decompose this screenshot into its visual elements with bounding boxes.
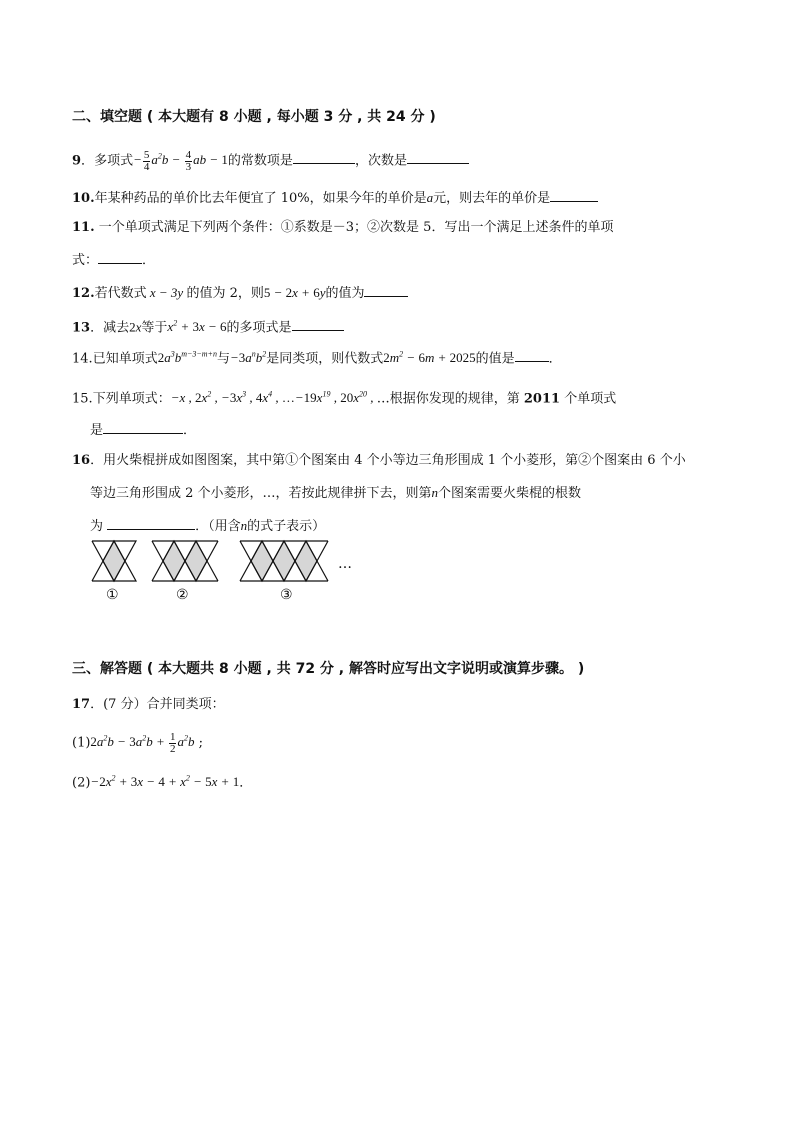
- section-2-heading: 二、填空题 ( 本大题有 8 小题 , 每小题 3 分 , 共 24 分 ): [72, 109, 436, 125]
- question-16-line3: 为 ．（用含n的式子表示）: [90, 518, 326, 534]
- question-15-cont: 是 ．: [90, 420, 196, 440]
- math-expression: − $\frac{5}{4}$ $a^2b$ − $\frac{4}{3}$ ab − 1: [133, 148, 228, 173]
- question-11-cont: 式： ．: [72, 250, 155, 270]
- question-9: 9．多项式− $\frac{5}{4}$ $a^2b$ − $\frac{4}{3}$ ab − 1的常数项是 ，次数是: [72, 148, 469, 173]
- question-13: 13．减去2x等于$x^2 + 3x - 6$的多项式是: [72, 315, 344, 337]
- math-expression: $2a^3b^{m-3-m+n}$: [157, 350, 217, 366]
- question-number: 9: [72, 153, 82, 169]
- question-15: 15.下列单项式：−x , $2x^2$ , $-3x^3$ , $4x^4$ , $\dots-19x^{19}$ , $20x^{20}$ , …根据你发现的规律，第 2011 个单项式: [72, 390, 617, 407]
- matchstick-pattern-figure: [88, 538, 368, 584]
- math-expression: $-3a^nb^2$: [229, 350, 267, 366]
- question-16-line2: 等边三角形围成 2 个小菱形，…，若按此规律拼下去，则第n个图案需要火柴棍的根数: [90, 485, 582, 501]
- math-expression: 2x: [129, 319, 142, 335]
- answer-blank[interactable]: [407, 150, 469, 164]
- answer-blank[interactable]: [103, 420, 183, 434]
- pattern-3: [240, 541, 328, 581]
- pattern-ellipsis: …: [338, 556, 352, 572]
- math-expression: x − 3y: [146, 285, 187, 300]
- question-12: 12.若代数式 x − 3y 的值为 2，则5 − 2x + 6y的值为: [72, 283, 408, 303]
- question-10: 10.年某种药品的单价比去年便宜了 10%，如果今年的单价是a元，则去年的单价是: [72, 188, 598, 208]
- pattern-1: [92, 541, 136, 581]
- pattern-2: [152, 541, 218, 581]
- answer-blank[interactable]: [107, 516, 195, 530]
- math-expression: $-2x^2 + 3x - 4 + x^2 - 5x + 1$: [90, 774, 240, 790]
- math-sequence: −x , $2x^2$ , $-3x^3$ , $4x^4$ , $\dots-19x^{19}$ , $20x^{20}$ ,: [170, 390, 377, 406]
- question-11: 11. 一个单项式满足下列两个条件：①系数是－3；②次数是 5．写出一个满足上述条件的单项: [72, 220, 614, 235]
- question-17-part-2: $(2)-2x^2 + 3x - 4 + x^2 - 5x + 1$．: [72, 774, 253, 791]
- answer-blank[interactable]: [515, 348, 549, 362]
- figure-label-1: ①: [106, 587, 119, 603]
- figure-label-2: ②: [176, 587, 189, 603]
- answer-blank[interactable]: [364, 283, 408, 297]
- answer-blank[interactable]: [292, 317, 344, 331]
- math-expression: $x^2 + 3x - 6$: [167, 319, 227, 335]
- question-14: 14.已知单项式$2a^3b^{m-3-m+n}$与$-3a^nb^2$是同类项，则代数式$2m^2 - 6m + 2025$的值是 ．: [72, 350, 562, 367]
- math-expression: $2a^2b - 3a^2b$ + $\frac{1}{2}$ $a^2b$: [90, 730, 195, 755]
- question-17-part-1: $(1)2a^2b - 3a^2b$ + $\frac{1}{2}$ $a^2b$ ;: [72, 730, 203, 755]
- math-expression: 5 − 2x + 6y: [263, 285, 326, 300]
- answer-blank[interactable]: [98, 250, 142, 264]
- figure-label-3: ③: [280, 587, 293, 603]
- answer-blank[interactable]: [550, 188, 598, 202]
- answer-blank[interactable]: [293, 150, 355, 164]
- math-expression: $2m^2 - 6m + 2025$: [383, 350, 476, 366]
- question-17: 17．(7 分）合并同类项：: [72, 697, 225, 712]
- question-16: 16．用火柴棍拼成如图图案，其中第①个图案由 4 个小等边三角形围成 1 个小菱形，第②个图案由 6 个小: [72, 453, 686, 468]
- section-3-heading: 三、解答题 ( 本大题共 8 小题 , 共 72 分 , 解答时应写出文字说明或演算步骤。 ): [72, 661, 585, 677]
